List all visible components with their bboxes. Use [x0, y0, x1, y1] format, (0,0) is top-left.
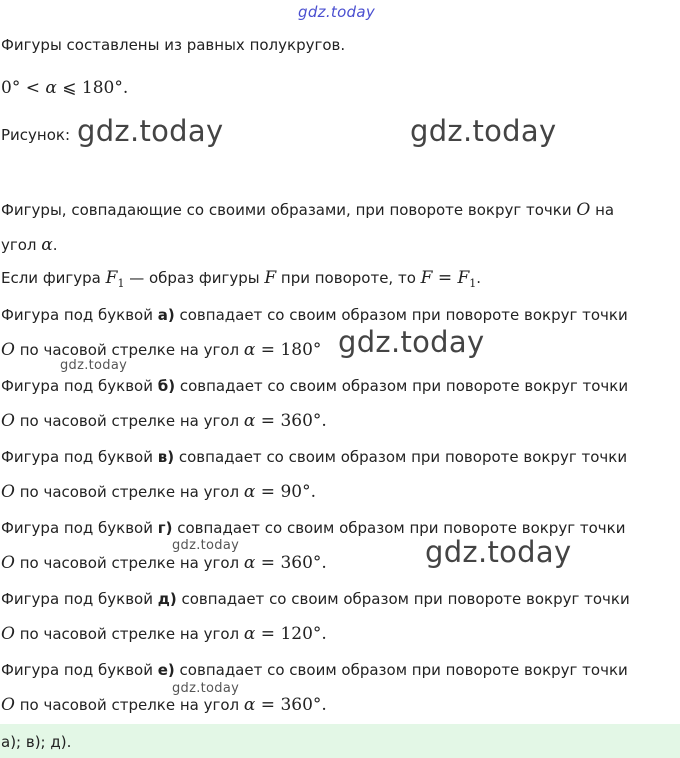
item-letter: д) [157, 590, 177, 608]
item-clock-text: по часовой стрелке на угол [14, 554, 244, 572]
item-g-line-2 [1, 552, 327, 574]
range-alpha: α [45, 78, 57, 98]
eq-sign: = [255, 482, 281, 502]
eq-left: F [420, 268, 433, 288]
item-suffix: совпадает со своим образом при повороте вокруг точки [175, 377, 629, 395]
item-angle: 360°. [280, 695, 327, 715]
eq-sign: = [432, 268, 458, 288]
alpha-symbol: α [243, 411, 256, 431]
alpha-symbol: α [243, 482, 256, 502]
watermark-figure-right: gdz.today [410, 114, 557, 148]
item-angle: 180° [280, 340, 322, 360]
item-d-line-2 [1, 623, 327, 645]
item-prefix: Фигура под буквой [1, 448, 158, 466]
explanation-text: Фигуры, совпадающие со своими образами, при повороте вокруг точки [1, 201, 577, 219]
item-angle: 90°. [280, 482, 317, 502]
eq-end: . [476, 269, 482, 287]
point-o: O [1, 411, 15, 431]
period: . [52, 236, 58, 254]
item-clock-text: по часовой стрелке на угол [14, 696, 244, 714]
item-prefix: Фигура под буквой [1, 661, 158, 679]
eq-sign: = [255, 624, 281, 644]
eq-right: F [457, 268, 470, 288]
item-letter: г) [157, 519, 173, 537]
item-clock-text: по часовой стрелке на угол [14, 341, 244, 359]
watermark-item-g: gdz.today [425, 535, 572, 569]
item-e-line-1 [1, 659, 628, 681]
intro-text: Фигуры составлены из равных полукругов. [1, 36, 346, 54]
f-symbol: F [264, 268, 277, 288]
item-suffix: совпадает со своим образом при повороте вокруг точки [172, 519, 626, 537]
item-angle: 360°. [280, 553, 327, 573]
item-letter: а) [157, 306, 175, 324]
item-v-line-1 [1, 446, 627, 468]
item-prefix: Фигура под буквой [1, 590, 158, 608]
item-suffix: совпадает со своим образом при повороте вокруг точки [174, 661, 628, 679]
watermark-small-g: gdz.today [172, 538, 240, 553]
watermark-item-a: gdz.today [338, 325, 485, 359]
watermark-figure-left: gdz.today [77, 114, 224, 148]
item-angle: 120°. [280, 624, 327, 644]
range-right: ⩽ 180°. [56, 78, 129, 98]
alpha-symbol: α [243, 624, 256, 644]
item-letter: б) [157, 377, 176, 395]
item-suffix: совпадает со своим образом при повороте вокруг точки [174, 448, 628, 466]
item-v-line-2 [1, 481, 316, 503]
point-o: O [1, 340, 15, 360]
item-suffix: совпадает со своим образом при повороте вокруг точки [176, 590, 630, 608]
explanation-text: Если фигура [1, 269, 106, 287]
figure-label: Рисунок: [1, 126, 71, 144]
explanation-line-1 [1, 199, 614, 221]
alpha-symbol: α [243, 695, 256, 715]
item-angle: 360°. [280, 411, 327, 431]
answer-box [0, 724, 680, 758]
watermark-small-e: gdz.today [172, 681, 240, 696]
alpha-symbol: α [243, 553, 256, 573]
item-b-line-2 [1, 410, 327, 432]
item-prefix: Фигура под буквой [1, 377, 158, 395]
item-letter: е) [157, 661, 175, 679]
point-o: O [576, 200, 591, 220]
item-e-line-2 [1, 694, 327, 716]
point-o: O [1, 482, 15, 502]
alpha-symbol: α [41, 235, 53, 255]
eq-sign: = [255, 695, 281, 715]
item-clock-text: по часовой стрелке на угол [14, 625, 244, 643]
explanation-line-3 [1, 267, 481, 295]
f1-symbol: F [105, 268, 118, 288]
point-o: O [1, 695, 15, 715]
range-left: 0° < [1, 78, 46, 98]
angle-range [1, 77, 128, 99]
item-prefix: Фигура под буквой [1, 519, 158, 537]
explanation-text: угол [1, 236, 42, 254]
item-d-line-1 [1, 588, 630, 610]
f1-subscript: 1 [117, 277, 125, 290]
explanation-line-2 [1, 234, 58, 256]
point-o: O [1, 553, 15, 573]
explanation-text-mid2: при повороте, то [276, 269, 421, 287]
watermark-small-a: gdz.today [60, 358, 128, 373]
point-o: O [1, 624, 15, 644]
item-letter: в) [157, 448, 175, 466]
watermark-top: gdz.today [298, 3, 376, 21]
explanation-text-end: на [590, 201, 615, 219]
item-clock-text: по часовой стрелке на угол [14, 412, 244, 430]
item-suffix: совпадает со своим образом при повороте вокруг точки [174, 306, 628, 324]
eq-sign: = [255, 340, 281, 360]
item-prefix: Фигура под буквой [1, 306, 158, 324]
eq-sign: = [255, 553, 281, 573]
eq-subscript: 1 [469, 277, 477, 290]
explanation-text-mid: — образ фигуры [124, 269, 265, 287]
answer-text: а); в); д). [1, 733, 72, 751]
item-a-line-1 [1, 304, 628, 326]
item-clock-text: по часовой стрелке на угол [14, 483, 244, 501]
item-a-line-2 [1, 339, 321, 361]
item-b-line-1 [1, 375, 628, 397]
alpha-symbol: α [243, 340, 256, 360]
eq-sign: = [255, 411, 281, 431]
